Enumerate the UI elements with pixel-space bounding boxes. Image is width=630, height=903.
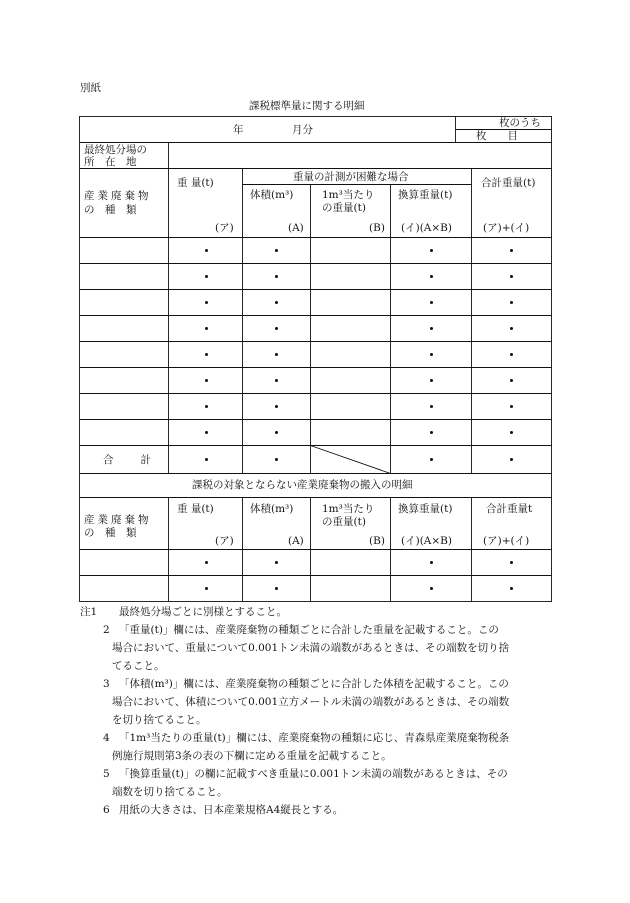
table2-row-2-cell-dot bbox=[275, 587, 278, 590]
sum-row-cell-dot bbox=[510, 458, 513, 461]
note-number: 6 bbox=[103, 804, 110, 816]
sheet-num-label: 枚 目 bbox=[476, 130, 518, 142]
note-text-line: 例施行規則第3条の表の下欄に定める重量を記載すること。 bbox=[112, 750, 392, 762]
table2-row-2-cell-dot bbox=[430, 587, 433, 590]
converted-weight-code: (イ)(A×B) bbox=[401, 222, 452, 234]
note-text-line: 「換算重量(t)」の欄に記載すべき重量に0.001トン未満の端数があるときは、その bbox=[119, 768, 508, 780]
t2-weight-code: (ア) bbox=[215, 535, 234, 547]
table2-row-2-cell-dot bbox=[205, 587, 208, 590]
t2-weight-header: 重 量(t) bbox=[177, 503, 214, 515]
volume-header: 体積(m³) bbox=[250, 189, 294, 201]
table1-row-2-cell-dot bbox=[275, 275, 278, 278]
t2-per-m3-header-1: 1m³当たり bbox=[322, 503, 375, 515]
table1-row-8-cell-dot bbox=[510, 431, 513, 434]
table1-row-1-cell-dot bbox=[430, 249, 433, 252]
note-number: 2 bbox=[103, 624, 110, 636]
table2-row-1-cell-dot bbox=[205, 561, 208, 564]
table1-row-6-cell-dot bbox=[205, 379, 208, 382]
site-label-2: 所 在 地 bbox=[84, 156, 137, 168]
note-text-line: てること。 bbox=[112, 660, 165, 672]
page-title: 課税標準量に関する明細 bbox=[249, 100, 365, 112]
table1-row-3-cell-dot bbox=[205, 301, 208, 304]
table1-row-5-cell-dot bbox=[205, 353, 208, 356]
note-number: 3 bbox=[103, 678, 110, 690]
converted-weight-header: 換算重量(t) bbox=[398, 189, 453, 201]
table1-row-8-cell-dot bbox=[275, 431, 278, 434]
table1-row-4-cell-dot bbox=[510, 327, 513, 330]
waste-type-label-2: の 種 類 bbox=[84, 204, 137, 216]
note-text-line: を切り捨てること。 bbox=[112, 714, 207, 726]
t2-waste-type-label-1: 産業廃棄物 bbox=[84, 514, 152, 526]
table1-row-5-cell-dot bbox=[275, 353, 278, 356]
table1-row-8-cell-dot bbox=[430, 431, 433, 434]
per-m3-header-1: 1m³当たり bbox=[322, 189, 375, 201]
table1-row-6-cell-dot bbox=[275, 379, 278, 382]
sum-row-cell-dot bbox=[430, 458, 433, 461]
t2-converted-weight-code: (イ)(A×B) bbox=[401, 535, 452, 547]
weight-header: 重 量(t) bbox=[177, 177, 214, 189]
table1-row-5-cell-dot bbox=[430, 353, 433, 356]
t2-total-weight-header: 合計重量t bbox=[486, 503, 533, 515]
table1-row-2-cell-dot bbox=[205, 275, 208, 278]
table1-row-7-cell-dot bbox=[510, 405, 513, 408]
sheet-of-label: 枚のうち bbox=[499, 117, 541, 129]
note-text-line: 「重量(t)」欄には、産業廃棄物の種類ごとに合計した重量を記載すること。この bbox=[119, 624, 499, 636]
table1-row-7-cell-dot bbox=[430, 405, 433, 408]
weight-code: (ア) bbox=[215, 222, 234, 234]
table1-row-1-cell-dot bbox=[205, 249, 208, 252]
table2-title: 課税の対象とならない産業廃棄物の搬入の明細 bbox=[192, 479, 413, 491]
table1-row-6-cell-dot bbox=[430, 379, 433, 382]
volume-code: (A) bbox=[288, 222, 304, 234]
table1-row-3-cell-dot bbox=[430, 301, 433, 304]
hard-measure-header: 重量の計測が困難な場合 bbox=[293, 171, 409, 183]
attachment-label: 別紙 bbox=[80, 82, 101, 94]
waste-type-label-1: 産業廃棄物 bbox=[84, 190, 152, 202]
table1-row-1-cell-dot bbox=[510, 249, 513, 252]
note-number: 注1 bbox=[80, 606, 98, 618]
table1-row-8-cell-dot bbox=[205, 431, 208, 434]
note-text-line: 端数を切り捨てること。 bbox=[112, 786, 228, 798]
table2-row-2-cell-dot bbox=[510, 587, 513, 590]
table1-row-7-cell-dot bbox=[205, 405, 208, 408]
note-number: 4 bbox=[103, 732, 110, 744]
note-text-line: 「1m³当たりの重量(t)」欄には、産業廃棄物の種類に応じ、青森県産業廃棄物税条 bbox=[119, 732, 510, 744]
table2-row-1-cell-dot bbox=[430, 561, 433, 564]
note-text-line: 場合において、重量について0.001トン未満の端数があるときは、その端数を切り捨 bbox=[112, 642, 510, 654]
table1-row-2-cell-dot bbox=[430, 275, 433, 278]
t2-total-weight-code: (ア)+(イ) bbox=[483, 535, 530, 547]
table1-row-3-cell-dot bbox=[275, 301, 278, 304]
table1-row-4-cell-dot bbox=[275, 327, 278, 330]
sum-row-cell-dot bbox=[205, 458, 208, 461]
t2-volume-header: 体積(m³) bbox=[250, 503, 294, 515]
table1-row-7-cell-dot bbox=[275, 405, 278, 408]
note-number: 5 bbox=[103, 768, 110, 780]
t2-converted-weight-header: 換算重量(t) bbox=[398, 503, 453, 515]
site-label-1: 最終処分場の bbox=[84, 144, 147, 156]
table1-row-1-cell-dot bbox=[275, 249, 278, 252]
table2-row-1-cell-dot bbox=[510, 561, 513, 564]
total-weight-header: 合計重量(t) bbox=[481, 177, 536, 189]
year-label: 年 bbox=[233, 124, 244, 136]
month-label: 月分 bbox=[292, 124, 313, 136]
sum-label: 合 計 bbox=[103, 454, 153, 466]
note-text-line: 場合において、体積について0.001立方メートル未満の端数があるときは、その端数 bbox=[112, 696, 510, 708]
t2-waste-type-label-2: の 種 類 bbox=[84, 527, 137, 539]
table1-row-6-cell-dot bbox=[510, 379, 513, 382]
t2-volume-code: (A) bbox=[288, 535, 304, 547]
total-weight-code: (ア)+(イ) bbox=[483, 222, 530, 234]
per-m3-code: (B) bbox=[369, 222, 385, 234]
table2-row-1-cell-dot bbox=[275, 561, 278, 564]
table1-row-4-cell-dot bbox=[430, 327, 433, 330]
table1-row-4-cell-dot bbox=[205, 327, 208, 330]
per-m3-header-2: の重量(t) bbox=[322, 202, 366, 214]
t2-per-m3-header-2: の重量(t) bbox=[322, 516, 366, 528]
t2-per-m3-code: (B) bbox=[369, 535, 385, 547]
table1-row-3-cell-dot bbox=[510, 301, 513, 304]
sum-row-cell-dot bbox=[275, 458, 278, 461]
note-text-line: 用紙の大きさは、日本産業規格A4縦長とする。 bbox=[119, 804, 344, 816]
note-text-line: 「体積(m³)」欄には、産業廃棄物の種類ごとに合計した体積を記載すること。この bbox=[119, 678, 509, 690]
table1-row-2-cell-dot bbox=[510, 275, 513, 278]
table1-row-5-cell-dot bbox=[510, 353, 513, 356]
note-text-line: 最終処分場ごとに別様とすること。 bbox=[119, 606, 287, 618]
